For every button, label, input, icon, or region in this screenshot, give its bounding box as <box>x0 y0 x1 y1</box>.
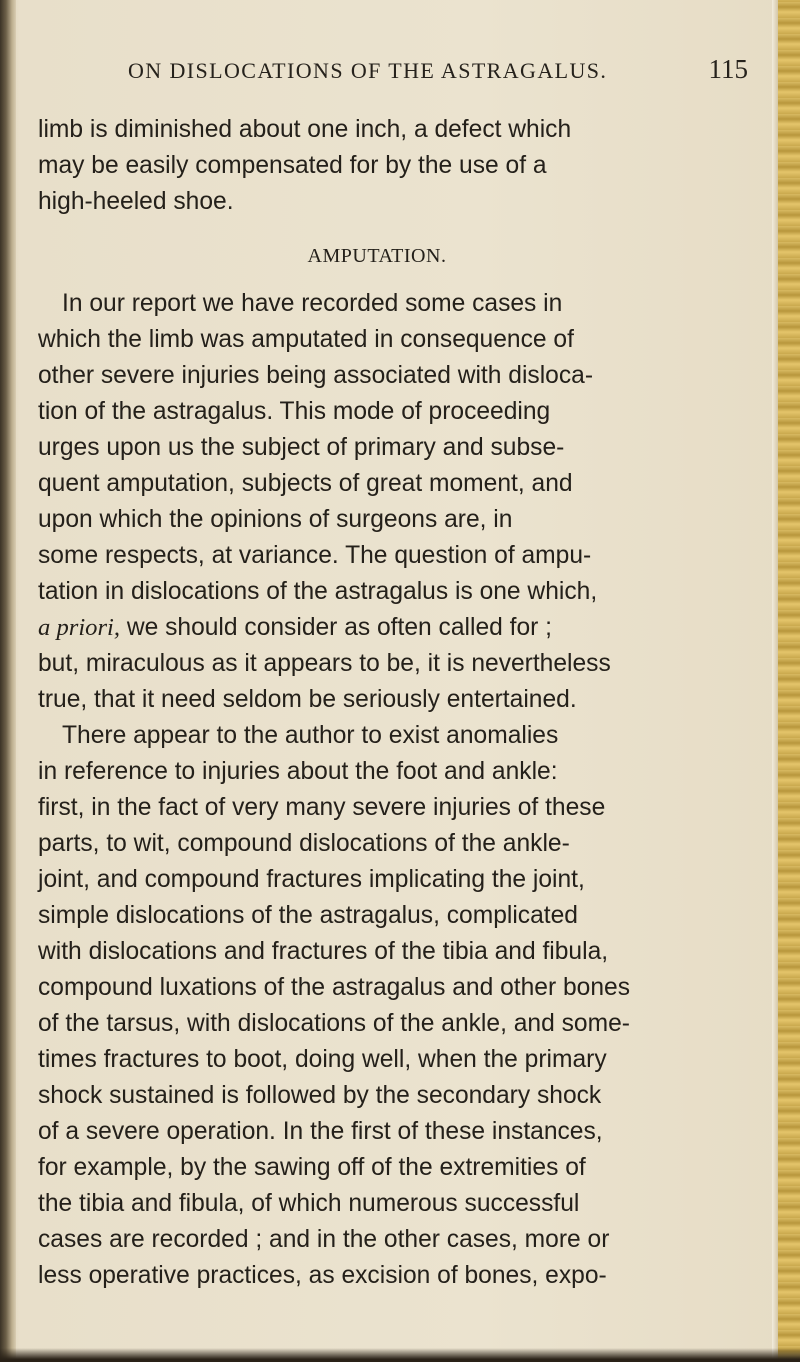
text-line: tation in dislocations of the astragalus is one which, <box>38 578 598 605</box>
text-line: In our report we have recorded some cases in <box>62 290 563 317</box>
text-line: other severe injuries being associated with disloca- <box>38 362 594 389</box>
book-spine-shadow <box>0 0 16 1362</box>
italic-phrase: a priori, <box>38 614 120 641</box>
text-line: quent amputation, subjects of great moment, and <box>38 470 573 497</box>
text-line: urges upon us the subject of primary and subse- <box>38 434 565 461</box>
text-line: high-heeled shoe. <box>38 188 234 215</box>
text-line: joint, and compound fractures implicating the joint, <box>38 866 585 893</box>
text-line: may be easily compensated for by the use of a <box>38 152 547 179</box>
text-line: for example, by the sawing off of the extremities of <box>38 1154 586 1181</box>
text-line: There appear to the author to exist anomalies <box>62 722 559 749</box>
text-line: parts, to wit, compound dislocations of the ankle- <box>38 830 570 857</box>
section-heading: AMPUTATION. <box>307 245 447 267</box>
text-line: true, that it need seldom be seriously entertained. <box>38 686 577 713</box>
text-line: with dislocations and fractures of the tibia and fibula, <box>38 938 609 965</box>
running-head: ON DISLOCATIONS OF THE ASTRAGALUS. <box>128 58 608 83</box>
text-line: times fractures to boot, doing well, when the primary <box>38 1046 607 1073</box>
text-line: tion of the astragalus. This mode of proceeding <box>38 398 551 425</box>
page-number: 115 <box>708 54 748 84</box>
text-line: less operative practices, as excision of bones, expo- <box>38 1262 607 1289</box>
text-line: the tibia and fibula, of which numerous successful <box>38 1190 580 1217</box>
page-header <box>128 54 748 94</box>
text-line: first, in the fact of very many severe injuries of these <box>38 794 606 821</box>
text-line: some respects, at variance. The question of ampu- <box>38 542 592 569</box>
text-span: we should consider as often called for ; <box>120 614 552 641</box>
bottom-edge-shadow <box>0 1348 800 1362</box>
text-line: which the limb was amputated in consequence of <box>38 326 574 353</box>
body-text <box>38 112 756 1294</box>
paragraph-1 <box>38 112 756 220</box>
text-line: of the tarsus, with dislocations of the ankle, and some- <box>38 1010 630 1037</box>
text-line: limb is diminished about one inch, a defect which <box>38 116 572 143</box>
text-line: compound luxations of the astragalus and other bones <box>38 974 631 1001</box>
text-line: simple dislocations of the astragalus, complicated <box>38 902 578 929</box>
paragraph-3 <box>38 718 756 1294</box>
text-line: of a severe operation. In the first of these instances, <box>38 1118 603 1145</box>
text-line: upon which the opinions of surgeons are, in <box>38 506 513 533</box>
text-line: cases are recorded ; and in the other cases, more or <box>38 1226 610 1253</box>
gilt-page-edge <box>778 0 800 1362</box>
text-line-with-italic <box>38 610 756 646</box>
text-line: shock sustained is followed by the secondary shock <box>38 1082 602 1109</box>
paragraph-2 <box>38 286 756 718</box>
text-line: but, miraculous as it appears to be, it is nevertheless <box>38 650 611 677</box>
text-line: in reference to injuries about the foot and ankle: <box>38 758 558 785</box>
